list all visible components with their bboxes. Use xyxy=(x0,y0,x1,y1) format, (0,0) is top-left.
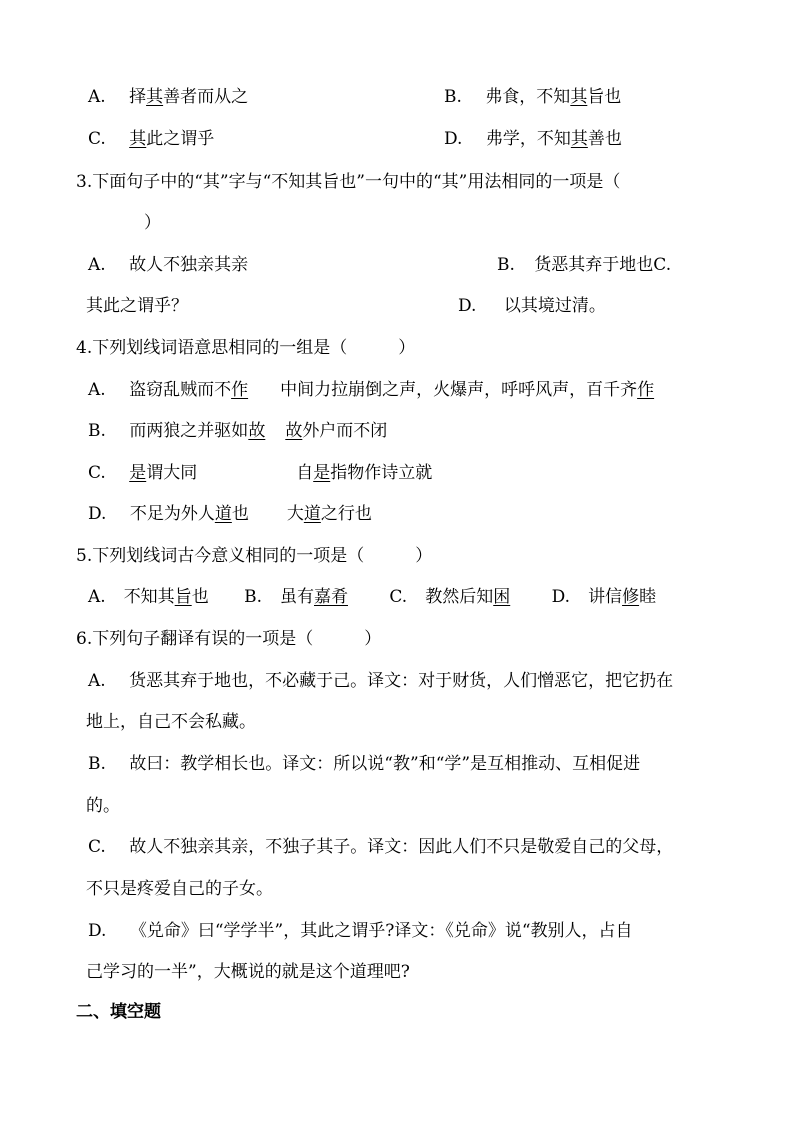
option-label: D. xyxy=(444,129,463,149)
option-label: C. xyxy=(88,463,106,483)
option-text: 货恶其弃于地也C. xyxy=(534,255,672,275)
option-text: 故人不独亲其亲，不独子其子。译文：因此人们不只是敬爱自己的父母， xyxy=(129,837,674,857)
q5-option-d: D. 讲信修睦 xyxy=(551,587,657,607)
option-text: 货恶其弃于地也，不必藏于己。译文：对于财货，人们憎恶它，把它扔在 xyxy=(129,671,674,691)
option-text: 弗学，不知其善也 xyxy=(485,129,622,149)
q3-option-d xyxy=(458,295,606,317)
q5-option-a: A. 不知其旨也 xyxy=(88,587,209,607)
option-text: 不足为外人道也 大道之行也 xyxy=(129,504,372,524)
q3-option-b xyxy=(497,254,671,276)
q3-stem: 3.下面句子中的“其”字与“不知其旨也”一句中的“其”用法相同的一项是（ xyxy=(76,172,621,192)
option-text: 《兑命》曰“学学半”，其此之谓乎?译文：《兑命》说“教别人，占自 xyxy=(129,921,633,941)
q3-option-a xyxy=(88,254,248,276)
option-text: 以其境过清。 xyxy=(503,296,606,316)
q4-option-b xyxy=(88,420,387,442)
option-label: B. xyxy=(88,754,106,774)
q6-option-a xyxy=(88,670,673,692)
q4-option-c xyxy=(88,462,432,484)
option-label: D. xyxy=(458,296,477,316)
q3-option-c-text: 其此之谓乎？ xyxy=(86,296,188,316)
option-label: B. xyxy=(497,255,515,275)
option-text: 故人不独亲其亲 xyxy=(129,255,249,275)
option-label: A. xyxy=(88,87,106,107)
option-text: 盗窃乱贼而不作 中间力拉崩倒之声，火爆声，呼呼风声，百千齐作 xyxy=(129,380,655,400)
q6-stem: 6.下列句子翻译有误的一项是（ ） xyxy=(76,629,382,649)
option-text: 择其善者而从之 xyxy=(129,87,249,107)
q6-option-b xyxy=(88,753,640,775)
q4-option-a xyxy=(88,379,654,401)
option-text: 弗食，不知其旨也 xyxy=(485,87,622,107)
q6-option-d xyxy=(88,920,633,942)
option-label: B. xyxy=(88,421,106,441)
q6-option-d-cont: 己学习的一半”，大概说的就是这个道理吧? xyxy=(86,962,410,982)
q3-stem-close: ） xyxy=(144,213,161,233)
q4-option-d xyxy=(88,503,372,525)
option-text: 是谓大同 自是指物作诗立就 xyxy=(129,463,433,483)
option-text: 而两狼之并驱如故 故外户而不闭 xyxy=(129,421,388,441)
q5-stem: 5.下列划线词古今意义相同的一项是（ ） xyxy=(76,546,433,566)
q5-option-b: B. 虽有嘉肴 xyxy=(244,587,348,607)
q2-option-b xyxy=(444,86,621,108)
option-label: B. xyxy=(444,87,462,107)
option-text: 故曰：教学相长也。译文：所以说“教”和“学”是互相推动、互相促进 xyxy=(129,754,641,774)
section-title: 二、填空题 xyxy=(76,1002,161,1022)
option-label: D. xyxy=(88,504,107,524)
q2-option-c xyxy=(88,128,214,150)
option-text: 其此之谓乎 xyxy=(129,129,215,149)
option-label: A. xyxy=(88,671,106,691)
q5-options xyxy=(88,586,656,608)
option-label: C. xyxy=(88,837,106,857)
option-label: D. xyxy=(88,921,107,941)
q6-option-a-cont: 地上，自己不会私藏。 xyxy=(86,712,256,732)
q4-stem: 4.下列划线词语意思相同的一组是（ ） xyxy=(76,338,416,358)
q5-option-c: C. 教然后知困 xyxy=(389,587,511,607)
q2-option-d xyxy=(444,128,622,150)
q2-option-a xyxy=(88,86,248,108)
q6-option-c xyxy=(88,836,673,858)
option-label: C. xyxy=(88,129,106,149)
option-label: A. xyxy=(88,255,106,275)
option-label: A. xyxy=(88,380,106,400)
q6-option-b-cont: 的。 xyxy=(86,796,120,816)
q6-option-c-cont: 不只是疼爱自己的子女。 xyxy=(86,879,273,899)
